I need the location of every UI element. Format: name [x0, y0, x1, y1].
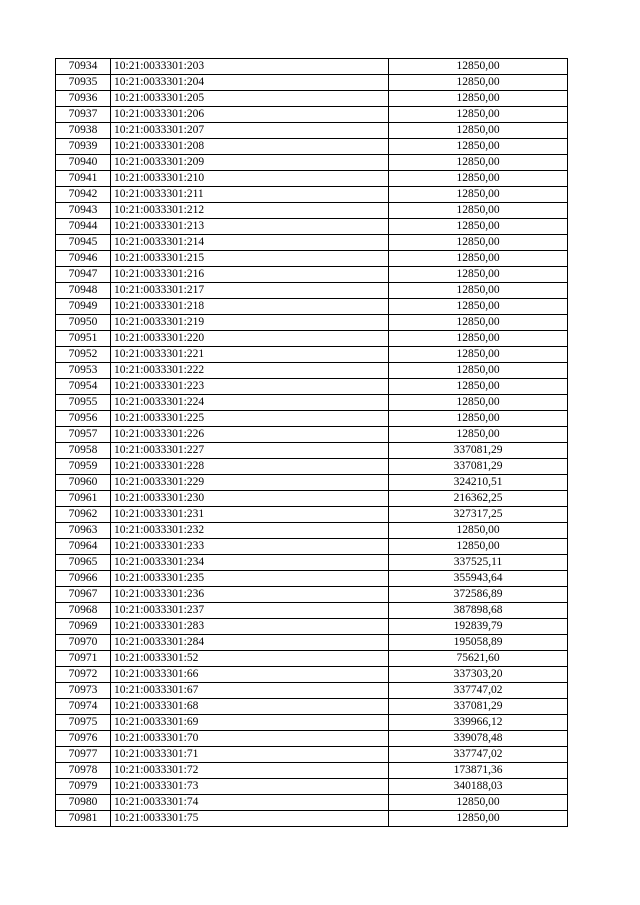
table-row [56, 235, 568, 251]
cadastral-number-cell: 10:21:0033301:222 [111, 363, 389, 379]
table-row [56, 811, 568, 827]
table-row [56, 155, 568, 171]
table-row [56, 315, 568, 331]
cadastral-value-cell: 12850,00 [389, 139, 568, 155]
cadastral-number-cell: 10:21:0033301:214 [111, 235, 389, 251]
cadastral-value-cell: 12850,00 [389, 219, 568, 235]
table-row [56, 683, 568, 699]
cadastral-number-cell: 10:21:0033301:71 [111, 747, 389, 763]
table-row [56, 59, 568, 75]
row-number-cell: 70946 [56, 251, 111, 267]
cadastral-number-cell: 10:21:0033301:72 [111, 763, 389, 779]
row-number-cell: 70943 [56, 203, 111, 219]
row-number-cell: 70947 [56, 267, 111, 283]
row-number-cell: 70971 [56, 651, 111, 667]
row-number-cell: 70949 [56, 299, 111, 315]
row-number-cell: 70961 [56, 491, 111, 507]
row-number-cell: 70950 [56, 315, 111, 331]
cadastral-number-cell: 10:21:0033301:231 [111, 507, 389, 523]
cadastral-number-cell: 10:21:0033301:74 [111, 795, 389, 811]
cadastral-number-cell: 10:21:0033301:204 [111, 75, 389, 91]
cadastral-number-cell: 10:21:0033301:209 [111, 155, 389, 171]
cadastral-number-cell: 10:21:0033301:223 [111, 379, 389, 395]
table-row [56, 251, 568, 267]
cadastral-number-cell: 10:21:0033301:221 [111, 347, 389, 363]
cadastral-number-cell: 10:21:0033301:211 [111, 187, 389, 203]
row-number-cell: 70974 [56, 699, 111, 715]
table-row [56, 75, 568, 91]
cadastral-number-cell: 10:21:0033301:215 [111, 251, 389, 267]
table-row [56, 139, 568, 155]
cadastral-value-cell: 337081,29 [389, 459, 568, 475]
cadastral-number-cell: 10:21:0033301:67 [111, 683, 389, 699]
cadastral-value-cell: 327317,25 [389, 507, 568, 523]
row-number-cell: 70963 [56, 523, 111, 539]
row-number-cell: 70957 [56, 427, 111, 443]
row-number-cell: 70970 [56, 635, 111, 651]
table-row [56, 667, 568, 683]
row-number-cell: 70958 [56, 443, 111, 459]
cadastral-number-cell: 10:21:0033301:236 [111, 587, 389, 603]
table-row [56, 299, 568, 315]
cadastral-value-cell: 339966,12 [389, 715, 568, 731]
cadastral-value-cell: 12850,00 [389, 107, 568, 123]
row-number-cell: 70936 [56, 91, 111, 107]
cadastral-value-cell: 12850,00 [389, 315, 568, 331]
row-number-cell: 70981 [56, 811, 111, 827]
cadastral-number-cell: 10:21:0033301:217 [111, 283, 389, 299]
row-number-cell: 70964 [56, 539, 111, 555]
cadastral-value-cell: 12850,00 [389, 171, 568, 187]
table-row [56, 507, 568, 523]
row-number-cell: 70955 [56, 395, 111, 411]
cadastral-value-cell: 12850,00 [389, 235, 568, 251]
table-row [56, 379, 568, 395]
row-number-cell: 70952 [56, 347, 111, 363]
cadastral-value-cell: 12850,00 [389, 363, 568, 379]
row-number-cell: 70969 [56, 619, 111, 635]
cadastral-value-cell: 337747,02 [389, 683, 568, 699]
table-row [56, 555, 568, 571]
cadastral-value-cell: 337081,29 [389, 443, 568, 459]
cadastral-number-cell: 10:21:0033301:208 [111, 139, 389, 155]
cadastral-value-cell: 12850,00 [389, 347, 568, 363]
cadastral-value-cell: 12850,00 [389, 427, 568, 443]
row-number-cell: 70965 [56, 555, 111, 571]
row-number-cell: 70951 [56, 331, 111, 347]
row-number-cell: 70980 [56, 795, 111, 811]
row-number-cell: 70941 [56, 171, 111, 187]
table-row [56, 219, 568, 235]
row-number-cell: 70968 [56, 603, 111, 619]
cadastral-number-cell: 10:21:0033301:219 [111, 315, 389, 331]
cadastral-number-cell: 10:21:0033301:70 [111, 731, 389, 747]
row-number-cell: 70962 [56, 507, 111, 523]
cadastral-value-cell: 12850,00 [389, 283, 568, 299]
row-number-cell: 70967 [56, 587, 111, 603]
row-number-cell: 70938 [56, 123, 111, 139]
row-number-cell: 70935 [56, 75, 111, 91]
cadastral-value-cell: 355943,64 [389, 571, 568, 587]
table-row [56, 619, 568, 635]
table-row [56, 731, 568, 747]
cadastral-value-cell: 12850,00 [389, 411, 568, 427]
row-number-cell: 70973 [56, 683, 111, 699]
row-number-cell: 70960 [56, 475, 111, 491]
table-row [56, 331, 568, 347]
row-number-cell: 70953 [56, 363, 111, 379]
cadastral-number-cell: 10:21:0033301:230 [111, 491, 389, 507]
cadastral-value-cell: 12850,00 [389, 811, 568, 827]
table-row [56, 779, 568, 795]
table-row [56, 203, 568, 219]
cadastral-value-cell: 12850,00 [389, 539, 568, 555]
cadastral-number-cell: 10:21:0033301:205 [111, 91, 389, 107]
row-number-cell: 70979 [56, 779, 111, 795]
cadastral-value-cell: 12850,00 [389, 299, 568, 315]
cadastral-value-cell: 12850,00 [389, 123, 568, 139]
cadastral-number-cell: 10:21:0033301:229 [111, 475, 389, 491]
table-row [56, 635, 568, 651]
cadastral-number-cell: 10:21:0033301:235 [111, 571, 389, 587]
cadastral-number-cell: 10:21:0033301:233 [111, 539, 389, 555]
row-number-cell: 70975 [56, 715, 111, 731]
cadastral-number-cell: 10:21:0033301:224 [111, 395, 389, 411]
row-number-cell: 70959 [56, 459, 111, 475]
table-row [56, 427, 568, 443]
row-number-cell: 70978 [56, 763, 111, 779]
cadastral-number-cell: 10:21:0033301:203 [111, 59, 389, 75]
table-row [56, 571, 568, 587]
table-row [56, 187, 568, 203]
cadastral-number-cell: 10:21:0033301:68 [111, 699, 389, 715]
table-row [56, 539, 568, 555]
cadastral-number-cell: 10:21:0033301:66 [111, 667, 389, 683]
table-row [56, 363, 568, 379]
row-number-cell: 70948 [56, 283, 111, 299]
cadastral-number-cell: 10:21:0033301:69 [111, 715, 389, 731]
table-row [56, 699, 568, 715]
cadastral-value-cell: 372586,89 [389, 587, 568, 603]
table-row [56, 747, 568, 763]
cadastral-number-cell: 10:21:0033301:52 [111, 651, 389, 667]
cadastral-value-cell: 337303,20 [389, 667, 568, 683]
cadastral-value-cell: 339078,48 [389, 731, 568, 747]
cadastral-number-cell: 10:21:0033301:283 [111, 619, 389, 635]
table-row [56, 91, 568, 107]
cadastral-value-cell: 337747,02 [389, 747, 568, 763]
table-row [56, 475, 568, 491]
cadastral-value-cell: 12850,00 [389, 187, 568, 203]
cadastral-number-cell: 10:21:0033301:212 [111, 203, 389, 219]
cadastral-value-cell: 195058,89 [389, 635, 568, 651]
cadastral-number-cell: 10:21:0033301:227 [111, 443, 389, 459]
cadastral-value-cell: 12850,00 [389, 267, 568, 283]
row-number-cell: 70954 [56, 379, 111, 395]
cadastral-value-cell: 173871,36 [389, 763, 568, 779]
table-row [56, 523, 568, 539]
row-number-cell: 70966 [56, 571, 111, 587]
cadastral-number-cell: 10:21:0033301:75 [111, 811, 389, 827]
cadastral-number-cell: 10:21:0033301:225 [111, 411, 389, 427]
row-number-cell: 70972 [56, 667, 111, 683]
row-number-cell: 70944 [56, 219, 111, 235]
table-row [56, 587, 568, 603]
table-row [56, 763, 568, 779]
cadastral-value-cell: 12850,00 [389, 331, 568, 347]
cadastral-value-cell: 12850,00 [389, 75, 568, 91]
cadastral-value-cell: 216362,25 [389, 491, 568, 507]
cadastral-value-cell: 192839,79 [389, 619, 568, 635]
cadastral-value-cell: 340188,03 [389, 779, 568, 795]
table-row [56, 443, 568, 459]
cadastral-number-cell: 10:21:0033301:210 [111, 171, 389, 187]
cadastral-number-cell: 10:21:0033301:206 [111, 107, 389, 123]
cadastral-value-cell: 12850,00 [389, 379, 568, 395]
row-number-cell: 70956 [56, 411, 111, 427]
cadastral-value-cell: 12850,00 [389, 395, 568, 411]
cadastral-number-cell: 10:21:0033301:218 [111, 299, 389, 315]
table-row [56, 123, 568, 139]
cadastral-value-table [55, 58, 568, 827]
table-row [56, 395, 568, 411]
cadastral-value-cell: 12850,00 [389, 59, 568, 75]
table-row [56, 795, 568, 811]
table-row [56, 411, 568, 427]
row-number-cell: 70945 [56, 235, 111, 251]
cadastral-value-cell: 12850,00 [389, 795, 568, 811]
table-row [56, 651, 568, 667]
row-number-cell: 70977 [56, 747, 111, 763]
table-row [56, 107, 568, 123]
cadastral-number-cell: 10:21:0033301:226 [111, 427, 389, 443]
cadastral-value-cell: 12850,00 [389, 203, 568, 219]
table-row [56, 283, 568, 299]
cadastral-number-cell: 10:21:0033301:220 [111, 331, 389, 347]
table-row [56, 171, 568, 187]
table-row [56, 267, 568, 283]
cadastral-value-cell: 337081,29 [389, 699, 568, 715]
cadastral-number-cell: 10:21:0033301:228 [111, 459, 389, 475]
cadastral-number-cell: 10:21:0033301:207 [111, 123, 389, 139]
cadastral-value-cell: 75621,60 [389, 651, 568, 667]
cadastral-value-cell: 324210,51 [389, 475, 568, 491]
cadastral-number-cell: 10:21:0033301:284 [111, 635, 389, 651]
row-number-cell: 70940 [56, 155, 111, 171]
table-row [56, 715, 568, 731]
table-row [56, 491, 568, 507]
cadastral-value-cell: 12850,00 [389, 523, 568, 539]
cadastral-number-cell: 10:21:0033301:216 [111, 267, 389, 283]
table-row [56, 347, 568, 363]
row-number-cell: 70942 [56, 187, 111, 203]
cadastral-number-cell: 10:21:0033301:213 [111, 219, 389, 235]
cadastral-value-cell: 12850,00 [389, 91, 568, 107]
cadastral-number-cell: 10:21:0033301:73 [111, 779, 389, 795]
table-body [56, 59, 568, 827]
table-row [56, 603, 568, 619]
row-number-cell: 70934 [56, 59, 111, 75]
cadastral-number-cell: 10:21:0033301:234 [111, 555, 389, 571]
cadastral-number-cell: 10:21:0033301:232 [111, 523, 389, 539]
cadastral-value-cell: 337525,11 [389, 555, 568, 571]
row-number-cell: 70937 [56, 107, 111, 123]
table-row [56, 459, 568, 475]
row-number-cell: 70939 [56, 139, 111, 155]
cadastral-value-cell: 12850,00 [389, 155, 568, 171]
cadastral-number-cell: 10:21:0033301:237 [111, 603, 389, 619]
cadastral-value-cell: 387898,68 [389, 603, 568, 619]
row-number-cell: 70976 [56, 731, 111, 747]
cadastral-value-cell: 12850,00 [389, 251, 568, 267]
